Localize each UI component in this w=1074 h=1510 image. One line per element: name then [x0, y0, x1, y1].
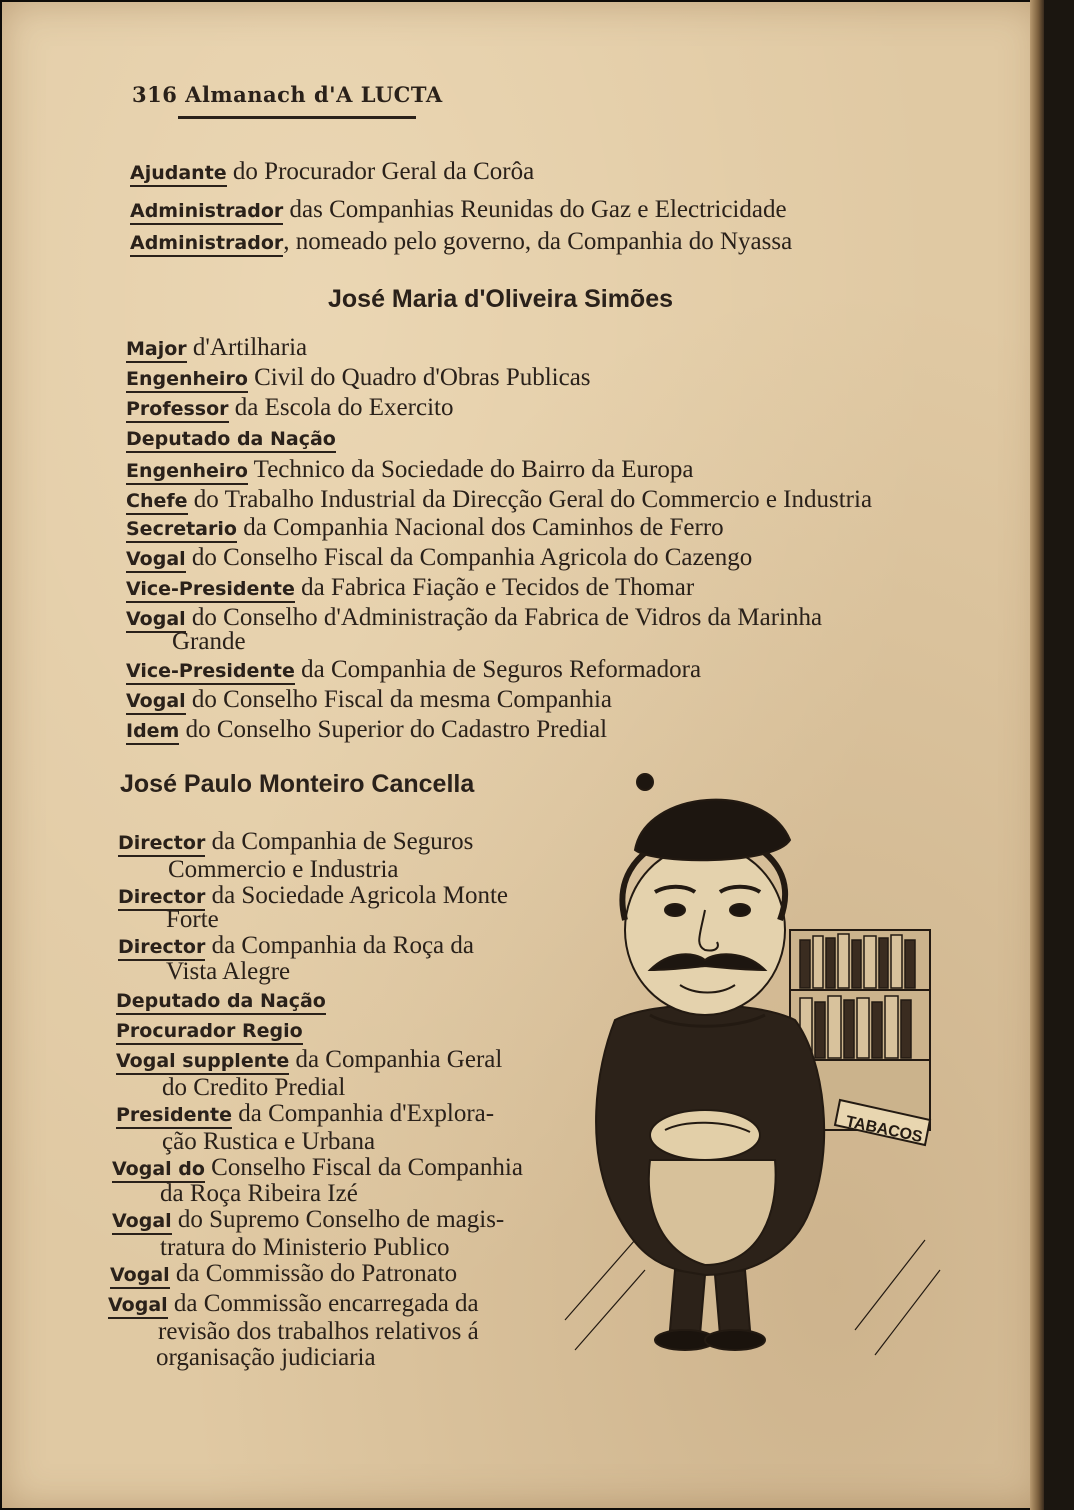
role-keyword: Major — [126, 338, 187, 363]
list-item — [118, 932, 474, 961]
role-text: da Companhia da Roça da — [205, 932, 474, 959]
list-item-continuation: do Credito Predial — [162, 1074, 346, 1101]
list-item — [126, 334, 307, 363]
list-item — [126, 544, 752, 573]
role-text: do Trabalho Industrial da Direcção Geral do Commercio e Industria — [187, 486, 873, 513]
list-item-continuation: Forte — [166, 906, 219, 933]
list-item — [116, 1046, 502, 1075]
role-text: Conselho Fiscal da Companhia — [204, 1154, 523, 1181]
role-text: do Procurador Geral da Corôa — [226, 158, 535, 185]
role-keyword: Director — [118, 832, 205, 857]
list-item-continuation: revisão dos trabalhos relativos á — [158, 1318, 479, 1345]
list-item — [126, 686, 612, 715]
page-number: 316 — [132, 82, 178, 107]
list-item-continuation: ção Rustica e Urbana — [162, 1128, 376, 1155]
list-item — [130, 228, 792, 257]
role-keyword: Chefe — [126, 490, 188, 515]
role-text: do Conselho Superior do Cadastro Predial — [179, 716, 608, 743]
list-item — [110, 1260, 457, 1289]
list-item — [118, 828, 473, 857]
person-name: José Maria d'Oliveira Simões — [328, 285, 673, 313]
role-text: , nomeado pelo governo, da Companhia do Nyassa — [283, 228, 793, 255]
role-text: da Commissão do Patronato — [169, 1260, 458, 1287]
role-text: da Companhia de Seguros — [205, 828, 474, 855]
role-keyword: Professor — [126, 398, 229, 423]
list-item-continuation: Commercio e Industria — [168, 856, 399, 883]
role-keyword: Vogal — [126, 690, 186, 715]
person-name: José Paulo Monteiro Cancella — [120, 770, 475, 798]
role-text: Civil do Quadro d'Obras Publicas — [247, 364, 591, 391]
role-text: da Companhia Geral — [289, 1046, 503, 1073]
role-keyword: Vogal supplente — [116, 1050, 289, 1075]
role-keyword: Procurador Regio — [116, 1020, 303, 1045]
role-keyword: Administrador — [130, 232, 283, 257]
role-keyword: Engenheiro — [126, 460, 248, 485]
list-item — [126, 456, 693, 485]
list-item — [116, 1016, 303, 1045]
page-edge — [1044, 0, 1074, 1510]
list-item — [126, 486, 872, 515]
role-text: da Sociedade Agricola Monte — [205, 882, 508, 909]
role-keyword: Ajudante — [130, 162, 227, 187]
list-item — [116, 1100, 494, 1129]
role-text: da Companhia d'Explora- — [232, 1100, 495, 1127]
right-leg — [715, 1270, 750, 1335]
role-text: da Companhia Nacional dos Caminhos de Ferro — [236, 514, 724, 541]
role-keyword: Vogal — [126, 548, 186, 573]
left-leg — [670, 1270, 705, 1335]
role-text: do Conselho d'Administração da Fabrica de Vidros da Marinha — [185, 604, 823, 631]
caricature-illustration — [555, 770, 945, 1370]
list-item — [126, 656, 701, 685]
role-keyword: Idem — [126, 720, 179, 745]
list-item-continuation: organisação judiciaria — [156, 1344, 376, 1371]
left-eye — [665, 904, 685, 916]
list-item — [116, 986, 326, 1015]
list-item — [126, 574, 694, 603]
role-keyword: Engenheiro — [126, 368, 248, 393]
list-item — [126, 424, 336, 453]
role-text: do Conselho Fiscal da Companhia Agricola do Cazengo — [185, 544, 753, 571]
role-text: da Companhia de Seguros Reformadora — [294, 656, 702, 683]
role-text: das Companhias Reunidas do Gaz e Electricidade — [283, 196, 787, 223]
right-shoe — [705, 1330, 765, 1350]
role-keyword: Secretario — [126, 518, 237, 543]
role-text: da Fabrica Fiação e Tecidos de Thomar — [294, 574, 695, 601]
cap — [635, 800, 790, 861]
list-item — [112, 1154, 523, 1183]
role-keyword: Vogal do — [112, 1158, 205, 1183]
list-item — [126, 364, 591, 393]
cap-button — [637, 774, 653, 790]
role-keyword: Deputado da Nação — [126, 428, 336, 453]
list-item — [126, 514, 724, 543]
role-keyword: Vogal — [110, 1264, 170, 1289]
hands — [650, 1110, 760, 1160]
head — [625, 845, 785, 1015]
role-text: d'Artilharia — [186, 334, 308, 361]
list-item — [126, 716, 607, 745]
role-keyword: Vogal — [108, 1294, 168, 1319]
almanac-title: Almanach d'A LUCTA — [185, 82, 443, 107]
role-keyword: Director — [118, 936, 205, 961]
role-keyword: Director — [118, 886, 205, 911]
role-text: do Supremo Conselho de magis- — [171, 1206, 505, 1233]
list-item-continuation: Grande — [172, 628, 246, 655]
list-item-continuation: Vista Alegre — [166, 958, 291, 985]
list-item — [108, 1290, 479, 1319]
role-keyword: Vice-Presidente — [126, 660, 295, 685]
header-rule — [178, 116, 416, 119]
tabacos-sign-label: TABACOS — [844, 1113, 924, 1147]
role-keyword: Presidente — [116, 1104, 232, 1129]
list-item — [130, 158, 534, 187]
role-keyword: Vogal — [126, 608, 186, 633]
list-item-continuation: da Roça Ribeira Izé — [160, 1180, 358, 1207]
role-keyword: Administrador — [130, 200, 283, 225]
role-keyword: Deputado da Nação — [116, 990, 326, 1015]
role-text: do Conselho Fiscal da mesma Companhia — [185, 686, 612, 713]
right-eye — [730, 904, 750, 916]
page-header — [132, 82, 443, 107]
role-text: da Escola do Exercito — [228, 394, 454, 421]
list-item — [130, 196, 787, 225]
role-text: da Commissão encarregada da — [167, 1290, 479, 1317]
book-spine — [1030, 0, 1044, 1510]
role-keyword: Vogal — [112, 1210, 172, 1235]
list-item-continuation: tratura do Ministerio Publico — [160, 1234, 450, 1261]
list-item — [112, 1206, 504, 1235]
role-keyword: Vice-Presidente — [126, 578, 295, 603]
list-item — [126, 394, 453, 423]
role-text: Technico da Sociedade do Bairro da Europa — [247, 456, 694, 483]
